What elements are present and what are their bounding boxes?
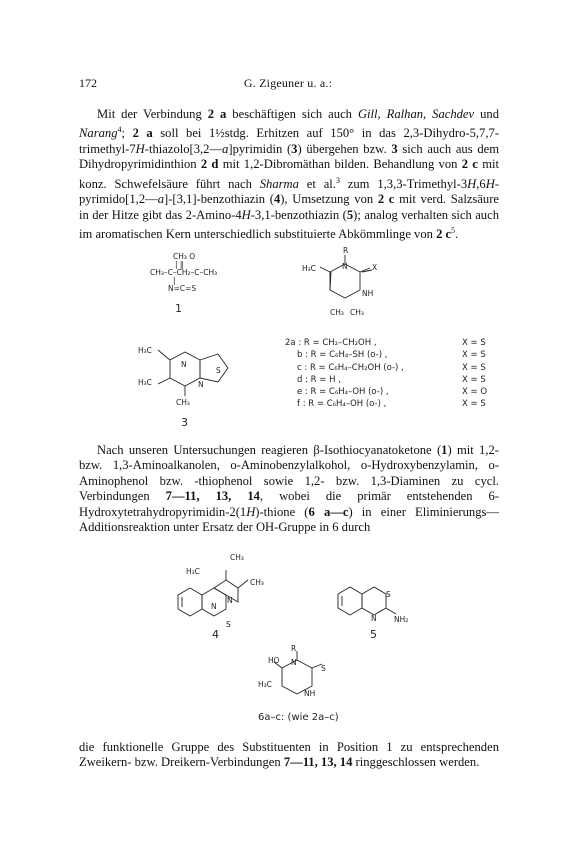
c1-label: 1	[175, 302, 182, 315]
substituent-code: d : R = H ,	[297, 374, 341, 385]
substituent-row	[285, 363, 515, 375]
text-run: H	[485, 177, 495, 191]
text-run: 7—11, 13, 14	[283, 755, 353, 770]
text-run: ) in einer Eliminierungs—Additionsreaktion unter Ersatz der OH-Gruppe in 6 durch	[79, 504, 499, 535]
substituent-row	[285, 338, 515, 350]
text-run: Narang	[79, 126, 118, 141]
paragraph-3	[79, 740, 499, 771]
c2-nh: NH	[362, 289, 374, 298]
c5-nh2: NH₂	[394, 615, 409, 624]
text-run: soll bei 1½stdg. Erhitzen auf 150° in das 2,3-Dihydro-5,7,7-trimethyl-7	[79, 126, 499, 156]
c6-ho: HO	[268, 656, 280, 665]
substituent-row	[285, 399, 515, 411]
c2-n: N	[342, 262, 348, 271]
substituent-code: c : R = C₆H₄–CH₂OH (o-) ,	[297, 362, 404, 373]
text-run: -3,1-benzothiazin (	[250, 207, 347, 222]
substituent-row	[285, 387, 515, 399]
c3-n1: N	[181, 360, 187, 369]
text-run: -thiazolo[3,2—	[144, 142, 223, 156]
substituent-code: f : R = C₆H₄–OH (o-) ,	[297, 399, 387, 410]
text-run: 7—11, 13, 14	[165, 489, 260, 504]
text-run: Sharma	[259, 177, 299, 191]
c5-n: N	[371, 614, 377, 623]
c5-label: 5	[370, 628, 377, 641]
text-run: 3	[291, 142, 298, 156]
c4-n1: N	[211, 602, 217, 611]
text-run: mit 1,2-Dibromäthan bilden. Behandlung von	[218, 157, 462, 172]
running-head: G. Zigeuner u. a.:	[243, 76, 333, 90]
text-run: mit verd. Salzsäure in der Hitze gibt das 2-Amino-4	[79, 192, 499, 222]
text-run: 6 a—c	[308, 504, 349, 519]
text-run: 4	[117, 125, 122, 135]
c4-h3c: H₃C	[186, 567, 200, 576]
text-run: Mit der Verbindung	[97, 107, 208, 121]
text-run: Nach unseren Untersuchungen reagieren β-Isothiocyanatoketone (	[97, 443, 442, 457]
substituent-code: b : R = C₆H₄–SH (o-) ,	[297, 350, 388, 361]
text-run: zum 1,3,3-Trimethyl-3	[339, 177, 468, 191]
c1-row1: CH₃ O	[173, 252, 196, 261]
text-run: ]pyrimidin (	[228, 142, 292, 156]
text-run: ,6	[476, 177, 486, 191]
substituent-row	[285, 350, 515, 362]
c2-x: X	[372, 263, 378, 272]
c6-r: R	[291, 644, 297, 653]
text-run: a	[157, 192, 165, 207]
c3-h3c1: H₃C	[138, 346, 152, 355]
substituent-code: e : R = C₆H₄–OH (o-) ,	[297, 387, 389, 398]
c4-n2: N	[227, 596, 233, 605]
page-number: 172	[79, 76, 97, 90]
text-run: )-thione (	[255, 504, 309, 519]
text-run: 2 c	[436, 227, 452, 242]
text-run: 2 d	[200, 157, 219, 172]
paragraph-1	[79, 107, 499, 243]
text-run: 4	[273, 192, 281, 207]
substituent-x: X = O	[462, 387, 488, 398]
text-run: 5	[346, 207, 354, 222]
substituent-x: X = S	[462, 338, 486, 348]
c3-ring	[140, 340, 250, 420]
c5-s: S	[386, 590, 391, 599]
substituent-row	[285, 375, 515, 387]
text-run: ringgeschlossen werden.	[352, 755, 480, 770]
text-run: -pyrimido[1,2—	[79, 177, 499, 207]
text-run: 5	[451, 226, 456, 236]
text-run: ); analog verhalten sich auch im aromatischen Kern unterschiedlich substituierte Abkömmlinge von	[79, 207, 499, 242]
paragraph-2	[79, 443, 499, 535]
c2-ch3b: CH₃	[350, 308, 364, 317]
text-run: ;	[121, 126, 133, 141]
c4-ch3b: CH₃	[250, 578, 264, 587]
c6-label: 6a–c: (wie 2a–c)	[258, 712, 339, 723]
text-run: H	[135, 142, 145, 156]
text-run: sich auch aus dem Dihydropyrimidinthion	[79, 142, 500, 172]
text-run: beschäftigen sich auch	[226, 107, 358, 121]
text-run: H	[246, 504, 256, 519]
text-run: ]-[3,1]-benzothiazin (	[164, 192, 274, 207]
c3-n2: N	[198, 380, 204, 389]
text-run: mit konz. Schwefelsäure führt nach	[79, 157, 499, 191]
c4-label: 4	[212, 628, 219, 641]
substituent-x: X = S	[462, 374, 486, 385]
substituent-x: X = S	[462, 362, 486, 373]
c6-s: S	[321, 664, 326, 673]
c3-ch3: CH₃	[176, 398, 190, 407]
text-run: a	[222, 142, 229, 156]
c1-row2: | ‖	[175, 260, 184, 269]
c3-h3c2: H₃C	[138, 378, 152, 387]
text-run: 2 a	[132, 126, 153, 141]
text-run: 3	[391, 142, 398, 156]
text-run: 2 c	[461, 157, 478, 172]
c6-n: N	[291, 658, 297, 667]
text-run: H	[241, 207, 251, 222]
c2-r: R	[343, 246, 349, 255]
c2-h3c: H₃C	[302, 264, 316, 273]
c6-nh: NH	[304, 689, 316, 698]
text-run: , wobei die primär entstehenden 6-Hydroxytetrahydropyrimidin-2(1	[79, 489, 499, 519]
text-run: ) mit 1,2- bzw. 1,3-Aminoalkanolen, o-Aminobenzylalkohol, o-Hydroxybenzylamin, o-Aminophenol bzw. -thiophenol sowie 1,2- bzw. 1,3-Diaminen zu cycl. Verbindungen	[79, 443, 499, 504]
text-run: 2 a	[207, 107, 227, 121]
c1-row3: CH₃–C–CH₂–C–CH₃	[150, 268, 218, 277]
text-run: et al.	[298, 177, 336, 191]
text-run: 1	[441, 443, 448, 457]
text-run: ), Umsetzung von	[280, 192, 378, 207]
c3-label: 3	[181, 416, 188, 429]
text-run: H	[467, 177, 477, 191]
text-run: 3	[335, 175, 340, 185]
substituent-x: X = S	[462, 399, 486, 410]
text-run: ) übergehen bzw.	[297, 142, 392, 156]
c3-s: S	[216, 366, 221, 375]
text-run: und	[474, 107, 499, 121]
substituent-list	[285, 338, 515, 412]
c2-ch3a: CH₃	[330, 308, 344, 317]
substituent-x: X = S	[462, 350, 486, 361]
text-run: .	[455, 227, 459, 242]
c4-ch3: CH₃	[230, 553, 244, 562]
c1-row4: |	[173, 276, 176, 285]
text-run: 2 c	[377, 192, 395, 207]
c6-h3c: H₃C	[258, 680, 272, 689]
substituent-code: 2a : R = CH₂–CH₂OH ,	[285, 338, 377, 348]
c1-row5: N=C=S	[168, 284, 197, 293]
c4-s: S	[226, 620, 231, 629]
text-run: Gill, Ralhan, Sachdev	[357, 107, 475, 121]
text-run: die funktionelle Gruppe des Substituenten in Position 1 zu entsprechenden Zweikern- bzw. Dreikern-Verbindungen	[79, 740, 499, 770]
